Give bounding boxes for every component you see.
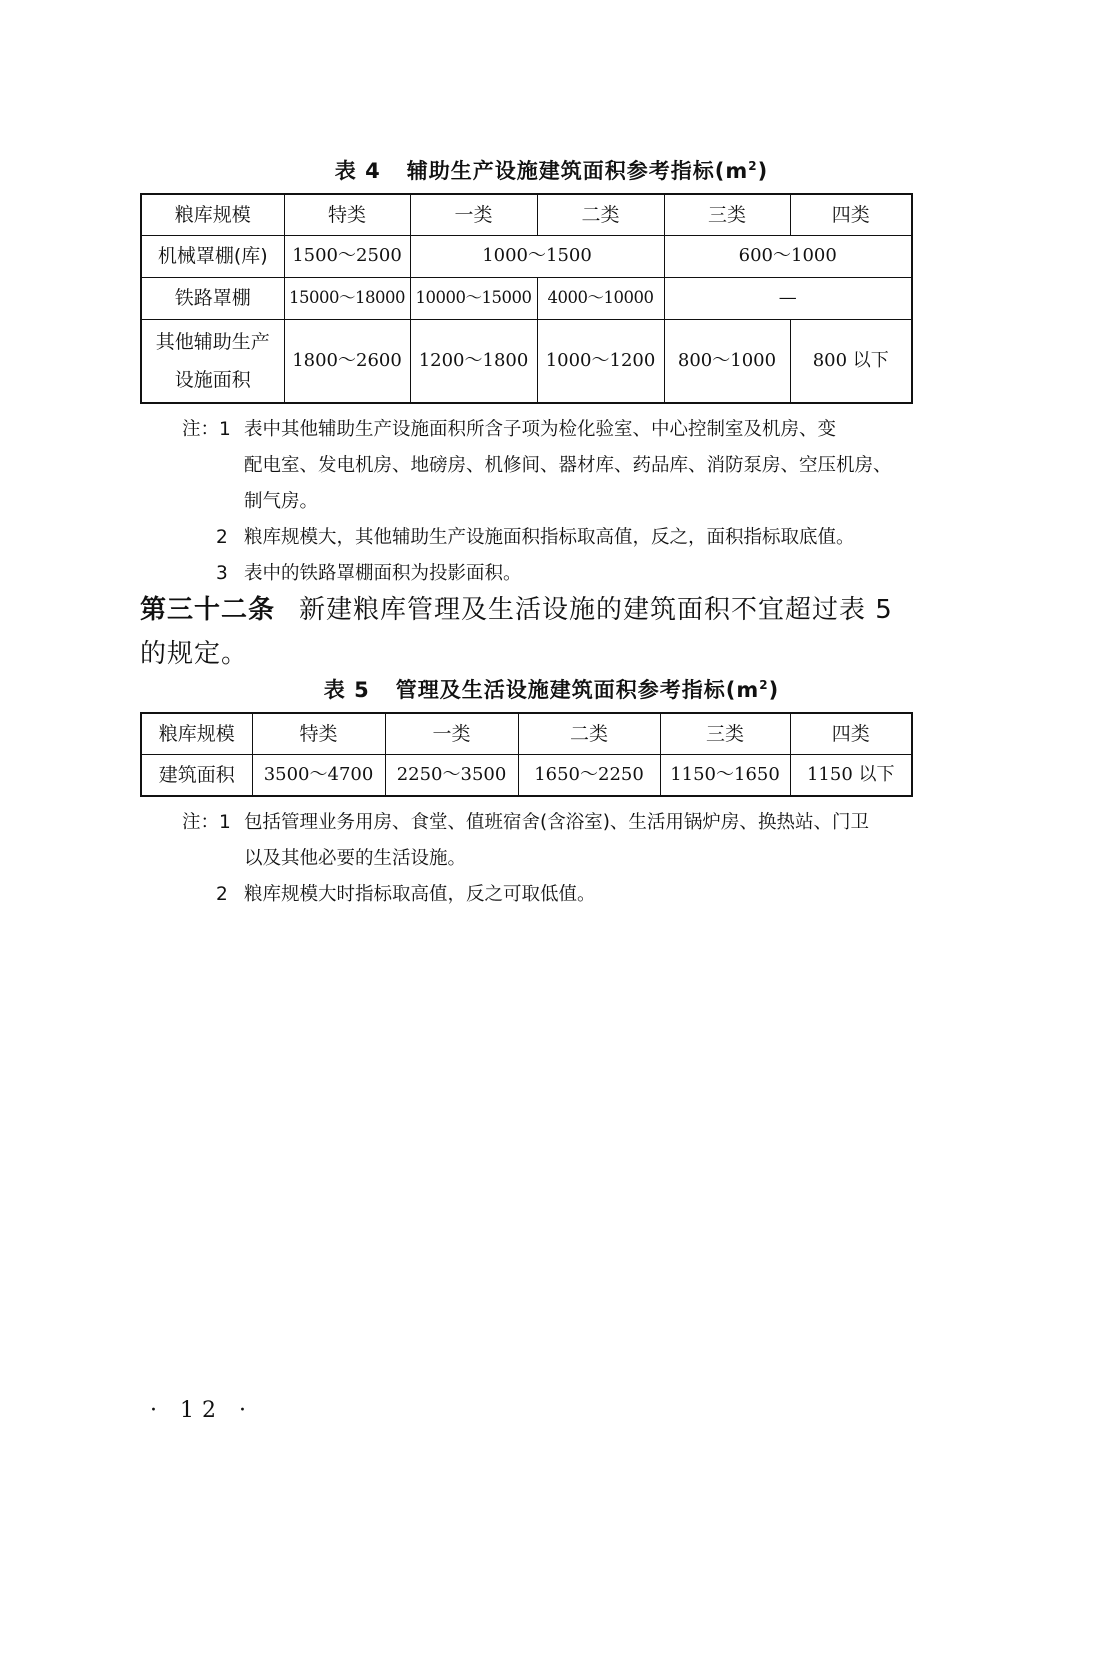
table5-caption [0, 674, 1103, 704]
table4-row [141, 235, 912, 277]
table4-cell: 15000～18000 [284, 277, 410, 319]
page-number: · 12 · [150, 1398, 254, 1423]
table4-cell: 4000～10000 [537, 277, 664, 319]
note-number: 1 [219, 812, 231, 833]
table5-cell: 1150 以下 [790, 754, 912, 796]
table4-header-cell: 粮库规模 [141, 194, 284, 235]
table4-notes [182, 412, 922, 592]
note-item [182, 556, 922, 592]
table5-caption-close: ) [768, 678, 780, 702]
table4-cell: 1200～1800 [410, 319, 537, 403]
table4-row [141, 277, 912, 319]
note-line: 表中的铁路罩棚面积为投影面积。 [244, 563, 522, 584]
table4-cell: 1000～1200 [537, 319, 664, 403]
article-32 [140, 588, 920, 676]
table5-header-cell: 粮库规模 [141, 713, 252, 754]
note-prefix: 注： [182, 419, 220, 440]
table4-header-cell: 二类 [537, 194, 664, 235]
table5-header-cell: 四类 [790, 713, 912, 754]
table4-row-label-line: 其他辅助生产 [155, 330, 270, 353]
table5-caption-text: 管理及生活设施建筑面积参考指标(m [395, 678, 760, 702]
table5-header-row [141, 713, 912, 754]
note-line: 制气房。 [244, 491, 319, 512]
note-line: 配电室、发电机房、地磅房、机修间、器材库、药品库、消防泵房、空压机房、 [244, 455, 892, 476]
table5 [140, 712, 913, 797]
table4-cell: — [664, 277, 912, 319]
note-line: 粮库规模大，其他辅助生产设施面积指标取高值，反之，面积指标取底值。 [244, 527, 855, 548]
table5-cell: 3500～4700 [252, 754, 385, 796]
table4-cell: 1500～2500 [284, 235, 410, 277]
table4-cell: 1000～1500 [410, 235, 664, 277]
table4-header-cell: 一类 [410, 194, 537, 235]
table5-notes [182, 805, 922, 913]
note-line: 以及其他必要的生活设施。 [244, 848, 467, 869]
table5-cell: 1150～1650 [660, 754, 790, 796]
table4-row-label-line: 设施面积 [174, 368, 251, 391]
note-line: 粮库规模大时指标取高值，反之可取低值。 [244, 884, 596, 905]
note-number: 1 [219, 419, 231, 440]
note-label [182, 412, 231, 448]
note-label [182, 805, 231, 841]
table4-cell: 800 以下 [790, 319, 912, 403]
table4-cell: 1800～2600 [284, 319, 410, 403]
table5-row [141, 754, 912, 796]
article-heading: 第三十二条 [140, 595, 276, 625]
table4-cell: 10000～15000 [410, 277, 537, 319]
table5-header-cell: 一类 [385, 713, 518, 754]
table5-cell: 1650～2250 [518, 754, 660, 796]
table5-header-cell: 二类 [518, 713, 660, 754]
table4-header-row [141, 194, 912, 235]
table5-caption-number: 表 5 [323, 678, 370, 702]
table4-row-label: 机械罩棚(库) [141, 235, 284, 277]
table4-header-cell: 四类 [790, 194, 912, 235]
table4-row [141, 319, 912, 403]
table5-caption-sup: 2 [759, 678, 769, 692]
note-line: 包括管理业务用房、食堂、值班宿舍(含浴室)、生活用锅炉房、换热站、门卫 [244, 812, 869, 833]
table4-cell: 600～1000 [664, 235, 912, 277]
note-number: 3 [216, 563, 228, 584]
note-item [182, 805, 922, 877]
table4-caption [0, 155, 1103, 185]
table5-header-cell: 特类 [252, 713, 385, 754]
table4-row-label [141, 319, 284, 403]
table4-cell: 800～1000 [664, 319, 790, 403]
note-prefix: 注： [182, 812, 220, 833]
table4-caption-sup: 2 [748, 159, 758, 173]
note-number: 2 [216, 884, 228, 905]
article-line [140, 588, 920, 632]
table4-caption-text: 辅助生产设施建筑面积参考指标(m [406, 159, 749, 183]
table4 [140, 193, 913, 404]
table4-caption-number: 表 4 [334, 159, 381, 183]
article-text: 新建粮库管理及生活设施的建筑面积不宜超过表 5 [299, 595, 893, 625]
table4-row-label: 铁路罩棚 [141, 277, 284, 319]
note-item [182, 520, 922, 556]
note-item [182, 412, 922, 520]
table4-header-cell: 三类 [664, 194, 790, 235]
note-line: 表中其他辅助生产设施面积所含子项为检化验室、中心控制室及机房、变 [244, 419, 837, 440]
table5-row-label: 建筑面积 [141, 754, 252, 796]
note-item [182, 877, 922, 913]
table5-header-cell: 三类 [660, 713, 790, 754]
note-number: 2 [216, 527, 228, 548]
article-line: 的规定。 [140, 639, 249, 669]
table5-cell: 2250～3500 [385, 754, 518, 796]
table4-caption-close: ) [757, 159, 769, 183]
table4-header-cell: 特类 [284, 194, 410, 235]
